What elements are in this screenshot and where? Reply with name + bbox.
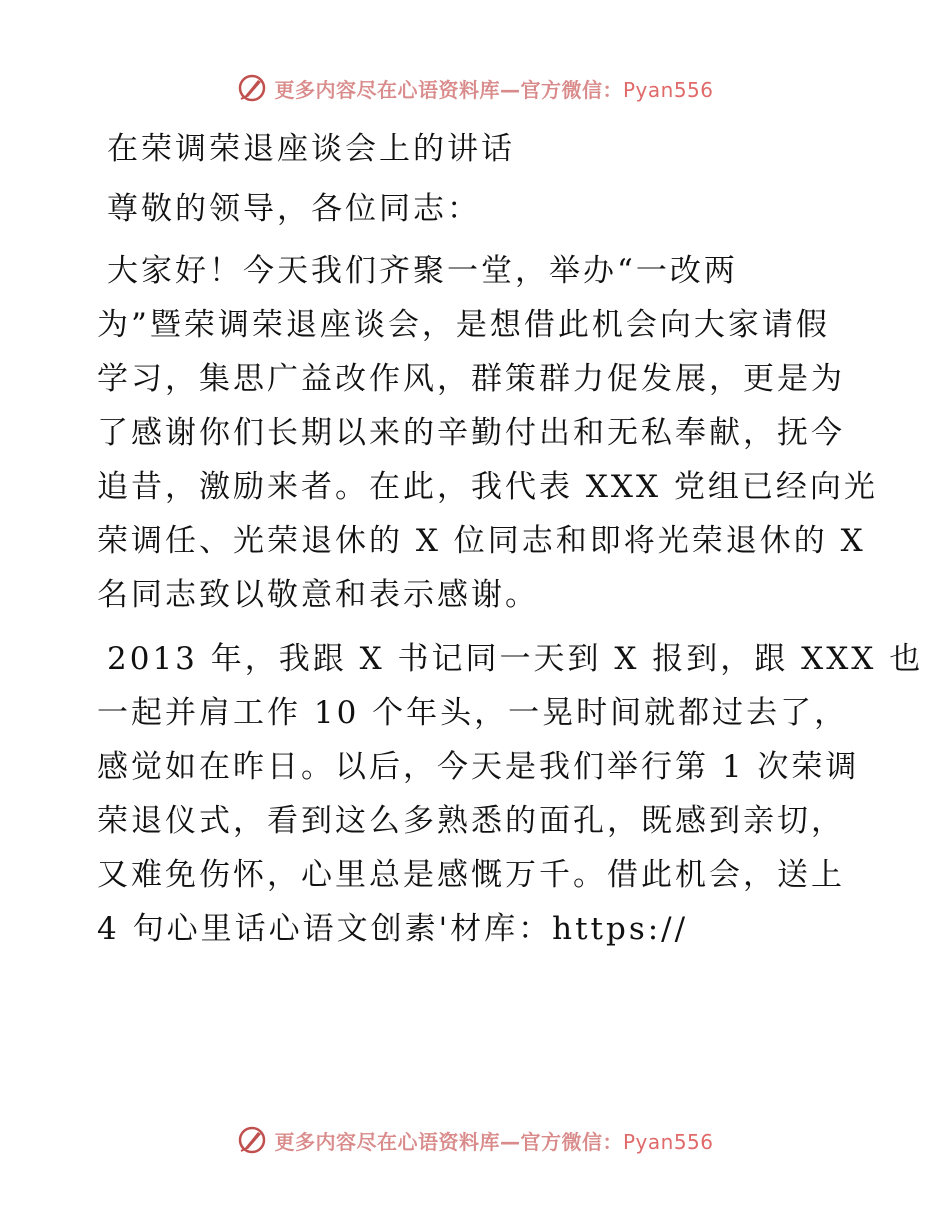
paragraph-line: 荣退仪式，看到这么多熟悉的面孔，既感到亲切， — [97, 803, 845, 839]
paragraph-line: 名同志致以敬意和表示感谢。 — [97, 577, 539, 613]
footer-watermark — [0, 1124, 950, 1156]
header-watermark — [0, 72, 950, 104]
document-body — [97, 122, 924, 966]
paragraph-line: 一起并肩工作 10 个年头，一晃时间就都过去了， — [97, 695, 849, 731]
paragraph-line: 了感谢你们长期以来的辛勤付出和无私奉献，抚今 — [97, 415, 845, 451]
watermark-contact: Pyan556 — [622, 1129, 714, 1154]
watermark-contact: Pyan556 — [622, 77, 714, 102]
quill-pen-circle-icon — [236, 1124, 268, 1156]
paragraph-line: 大家好！今天我们齐聚一堂，举办“一改两 — [107, 253, 738, 289]
paragraph-line: 感觉如在昨日。以后，今天是我们举行第 1 次荣调 — [97, 749, 860, 785]
paragraph-line: 追昔，激励来者。在此，我代表 XXX 党组已经向光 — [97, 469, 878, 505]
document-greeting: 尊敬的领导，各位同志： — [107, 191, 481, 227]
quill-pen-circle-icon — [236, 72, 268, 104]
paragraph-line: 2013 年，我跟 X 书记同一天到 X 报到，跟 XXX 也 — [107, 641, 924, 677]
paragraph-line: 4 句心里话心语文创素'材库：https:// — [97, 911, 689, 947]
watermark-text: 更多内容尽在心语资料库—官方微信：Pyan556 — [274, 77, 714, 102]
watermark-text: 更多内容尽在心语资料库—官方微信：Pyan556 — [274, 1129, 714, 1154]
paragraph-line: 又难免伤怀，心里总是感慨万千。借此机会，送上 — [97, 857, 845, 893]
document-title: 在荣调荣退座谈会上的讲话 — [107, 131, 515, 167]
paragraph-line: 为”暨荣调荣退座谈会，是想借此机会向大家请假 — [97, 307, 830, 343]
paragraph-1 — [97, 244, 878, 622]
paragraph-line: 荣调任、光荣退休的 X 位同志和即将光荣退休的 X — [97, 523, 866, 559]
paragraph-line: 学习，集思广益改作风，群策群力促发展，更是为 — [97, 361, 845, 397]
paragraph-2 — [97, 632, 924, 956]
